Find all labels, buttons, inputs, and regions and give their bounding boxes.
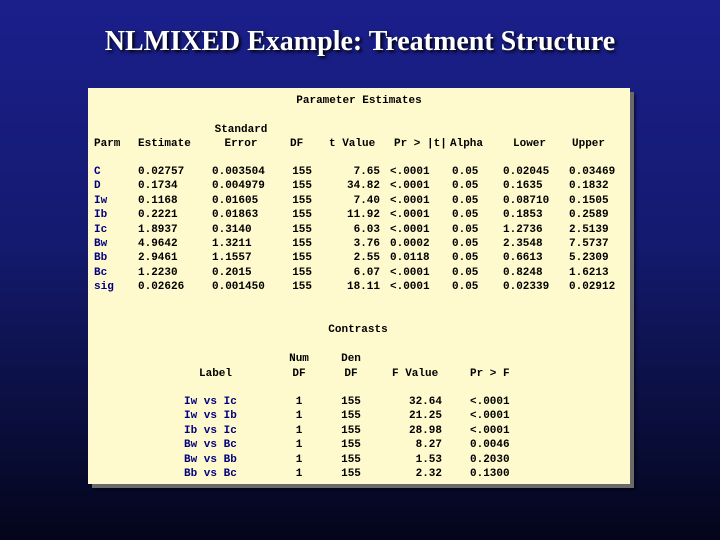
param-cell-lower: 1.2736 xyxy=(503,223,543,236)
param-cell-upper: 5.2309 xyxy=(569,252,609,265)
param-cell-alpha: 0.05 xyxy=(452,166,479,178)
param-cell-lower: 2.3548 xyxy=(503,238,543,250)
param-cell-upper: 0.03469 xyxy=(569,166,616,178)
param-cell-p: <.0001 xyxy=(390,266,430,279)
param-cell-parm: D xyxy=(94,180,101,193)
contrast-cell-label: Bw vs Bb xyxy=(184,453,237,466)
contrast-cell-den: 155 xyxy=(341,453,361,466)
col-header-estimate: Estimate xyxy=(138,138,191,150)
col-header-error: Error xyxy=(224,138,258,150)
param-cell-parm: Bb xyxy=(94,252,108,265)
param-estimates-heading: Parameter Estimates xyxy=(296,95,422,107)
contrast-header-pr-f: Pr > F xyxy=(470,368,510,380)
contrast-cell-num: 1 xyxy=(295,439,303,452)
param-cell-se: 1.1557 xyxy=(212,252,252,265)
param-cell-upper: 0.02912 xyxy=(569,281,616,294)
col-header-df: DF xyxy=(290,138,304,150)
col-header-upper: Upper xyxy=(572,138,606,150)
param-cell-parm: C xyxy=(94,166,101,178)
contrast-cell-p: <.0001 xyxy=(470,410,510,423)
slide-title: NLMIXED Example: Treatment Structure xyxy=(104,26,616,57)
contrast-cell-p: 0.1300 xyxy=(470,468,510,480)
contrast-header-den-df: DF xyxy=(344,368,358,380)
param-cell-t: 18.11 xyxy=(346,281,380,294)
contrast-header-den: Den xyxy=(341,353,361,365)
param-cell-estimate: 0.1734 xyxy=(138,180,178,193)
param-cell-parm: Iw xyxy=(94,194,108,207)
param-cell-upper: 2.5139 xyxy=(569,223,609,236)
param-cell-alpha: 0.05 xyxy=(452,194,479,207)
param-cell-p: <.0001 xyxy=(390,166,430,178)
contrast-cell-label: Bb vs Bc xyxy=(184,468,237,480)
param-cell-t: 6.07 xyxy=(353,266,380,279)
param-cell-upper: 0.2589 xyxy=(569,209,609,222)
col-header-standard: Standard xyxy=(214,124,268,136)
param-cell-se: 0.004979 xyxy=(212,180,265,193)
param-cell-t: 34.82 xyxy=(346,180,380,193)
col-header-pr-t: Pr > |t| xyxy=(394,138,447,150)
contrast-cell-f: 28.98 xyxy=(408,424,442,437)
param-cell-parm: Bw xyxy=(94,238,108,250)
contrast-cell-f: 1.53 xyxy=(415,453,442,466)
contrast-cell-f: 32.64 xyxy=(408,396,442,408)
contrast-cell-num: 1 xyxy=(295,453,303,466)
contrast-header-f-value: F Value xyxy=(392,368,439,380)
param-cell-t: 7.40 xyxy=(353,194,380,207)
contrast-cell-f: 21.25 xyxy=(408,410,442,423)
contrast-header-num: Num xyxy=(289,353,309,365)
param-cell-estimate: 0.1168 xyxy=(138,194,178,207)
contrast-cell-num: 1 xyxy=(295,468,303,480)
param-cell-alpha: 0.05 xyxy=(452,266,479,279)
param-cell-upper: 0.1505 xyxy=(569,194,609,207)
param-cell-df: 155 xyxy=(292,223,312,236)
param-cell-estimate: 4.9642 xyxy=(138,238,178,250)
param-cell-p: <.0001 xyxy=(390,194,430,207)
param-cell-se: 0.01605 xyxy=(212,194,259,207)
param-cell-estimate: 1.8937 xyxy=(138,223,178,236)
param-cell-df: 155 xyxy=(292,194,312,207)
param-cell-se: 0.001450 xyxy=(212,281,265,294)
param-cell-upper: 0.1832 xyxy=(569,180,609,193)
contrast-cell-den: 155 xyxy=(341,424,361,437)
contrast-cell-label: Iw vs Ic xyxy=(184,396,237,408)
param-cell-lower: 0.08710 xyxy=(503,194,550,207)
param-cell-df: 155 xyxy=(292,238,312,250)
contrast-cell-den: 155 xyxy=(341,396,361,408)
param-cell-estimate: 2.9461 xyxy=(138,252,178,265)
param-cell-estimate: 0.02757 xyxy=(138,166,185,178)
param-cell-df: 155 xyxy=(292,209,312,222)
param-cell-se: 0.2015 xyxy=(212,266,252,279)
param-cell-p: 0.0118 xyxy=(390,252,430,265)
param-cell-df: 155 xyxy=(292,252,312,265)
param-cell-lower: 0.02339 xyxy=(503,281,550,294)
contrast-cell-den: 155 xyxy=(341,468,361,480)
contrast-cell-den: 155 xyxy=(341,439,361,452)
param-cell-parm: sig xyxy=(94,281,114,294)
contrast-cell-f: 2.32 xyxy=(415,468,442,480)
param-cell-lower: 0.1853 xyxy=(503,209,543,222)
param-cell-p: <.0001 xyxy=(390,281,430,294)
col-header-alpha: Alpha xyxy=(450,138,484,150)
param-cell-p: 0.0002 xyxy=(390,238,430,250)
contrast-cell-label: Iw vs Ib xyxy=(184,410,237,423)
contrast-cell-label: Ib vs Ic xyxy=(184,424,237,437)
contrast-cell-p: 0.2030 xyxy=(470,453,510,466)
contrast-cell-num: 1 xyxy=(295,424,303,437)
param-cell-t: 11.92 xyxy=(346,209,380,222)
param-cell-lower: 0.1635 xyxy=(503,180,543,193)
contrast-cell-p: <.0001 xyxy=(470,396,510,408)
param-cell-df: 155 xyxy=(292,180,312,193)
param-cell-p: <.0001 xyxy=(390,209,430,222)
col-header-t-value: t Value xyxy=(329,138,376,150)
param-cell-lower: 0.8248 xyxy=(503,266,543,279)
contrast-cell-f: 8.27 xyxy=(415,439,442,452)
contrast-cell-p: <.0001 xyxy=(470,424,510,437)
param-cell-estimate: 1.2230 xyxy=(138,266,178,279)
param-cell-estimate: 0.2221 xyxy=(138,209,178,222)
param-cell-se: 0.01863 xyxy=(212,209,259,222)
param-cell-estimate: 0.02626 xyxy=(138,281,185,294)
param-cell-p: <.0001 xyxy=(390,223,430,236)
param-cell-alpha: 0.05 xyxy=(452,252,479,265)
param-cell-t: 3.76 xyxy=(353,238,380,250)
param-cell-t: 6.03 xyxy=(353,223,380,236)
param-cell-lower: 0.02045 xyxy=(503,166,550,178)
param-cell-t: 7.65 xyxy=(353,166,380,178)
param-cell-upper: 1.6213 xyxy=(569,266,609,279)
param-cell-se: 0.3140 xyxy=(212,223,252,236)
param-cell-lower: 0.6613 xyxy=(503,252,543,265)
contrasts-heading: Contrasts xyxy=(328,324,388,336)
output-panel xyxy=(88,88,630,484)
param-cell-upper: 7.5737 xyxy=(569,238,609,250)
param-cell-alpha: 0.05 xyxy=(452,180,479,193)
param-cell-df: 155 xyxy=(292,266,312,279)
col-header-parm: Parm xyxy=(94,138,121,150)
contrast-cell-p: 0.0046 xyxy=(470,439,510,452)
contrast-cell-num: 1 xyxy=(295,410,303,423)
param-cell-parm: Bc xyxy=(94,266,108,279)
param-cell-df: 155 xyxy=(292,166,312,178)
param-cell-se: 0.003504 xyxy=(212,166,265,178)
contrast-cell-label: Bw vs Bc xyxy=(184,439,237,452)
param-cell-alpha: 0.05 xyxy=(452,281,479,294)
param-cell-df: 155 xyxy=(292,281,312,294)
param-cell-parm: Ib xyxy=(94,209,108,222)
param-cell-se: 1.3211 xyxy=(212,238,252,250)
param-cell-alpha: 0.05 xyxy=(452,223,479,236)
param-cell-alpha: 0.05 xyxy=(452,209,479,222)
contrast-header-num-df: DF xyxy=(292,368,306,380)
param-cell-t: 2.55 xyxy=(353,252,380,265)
contrast-cell-num: 1 xyxy=(295,396,303,408)
contrast-header-label: Label xyxy=(199,368,233,380)
contrast-cell-den: 155 xyxy=(341,410,361,423)
param-cell-p: <.0001 xyxy=(390,180,430,193)
param-cell-alpha: 0.05 xyxy=(452,238,479,250)
param-cell-parm: Ic xyxy=(94,223,108,236)
col-header-lower: Lower xyxy=(513,138,547,150)
